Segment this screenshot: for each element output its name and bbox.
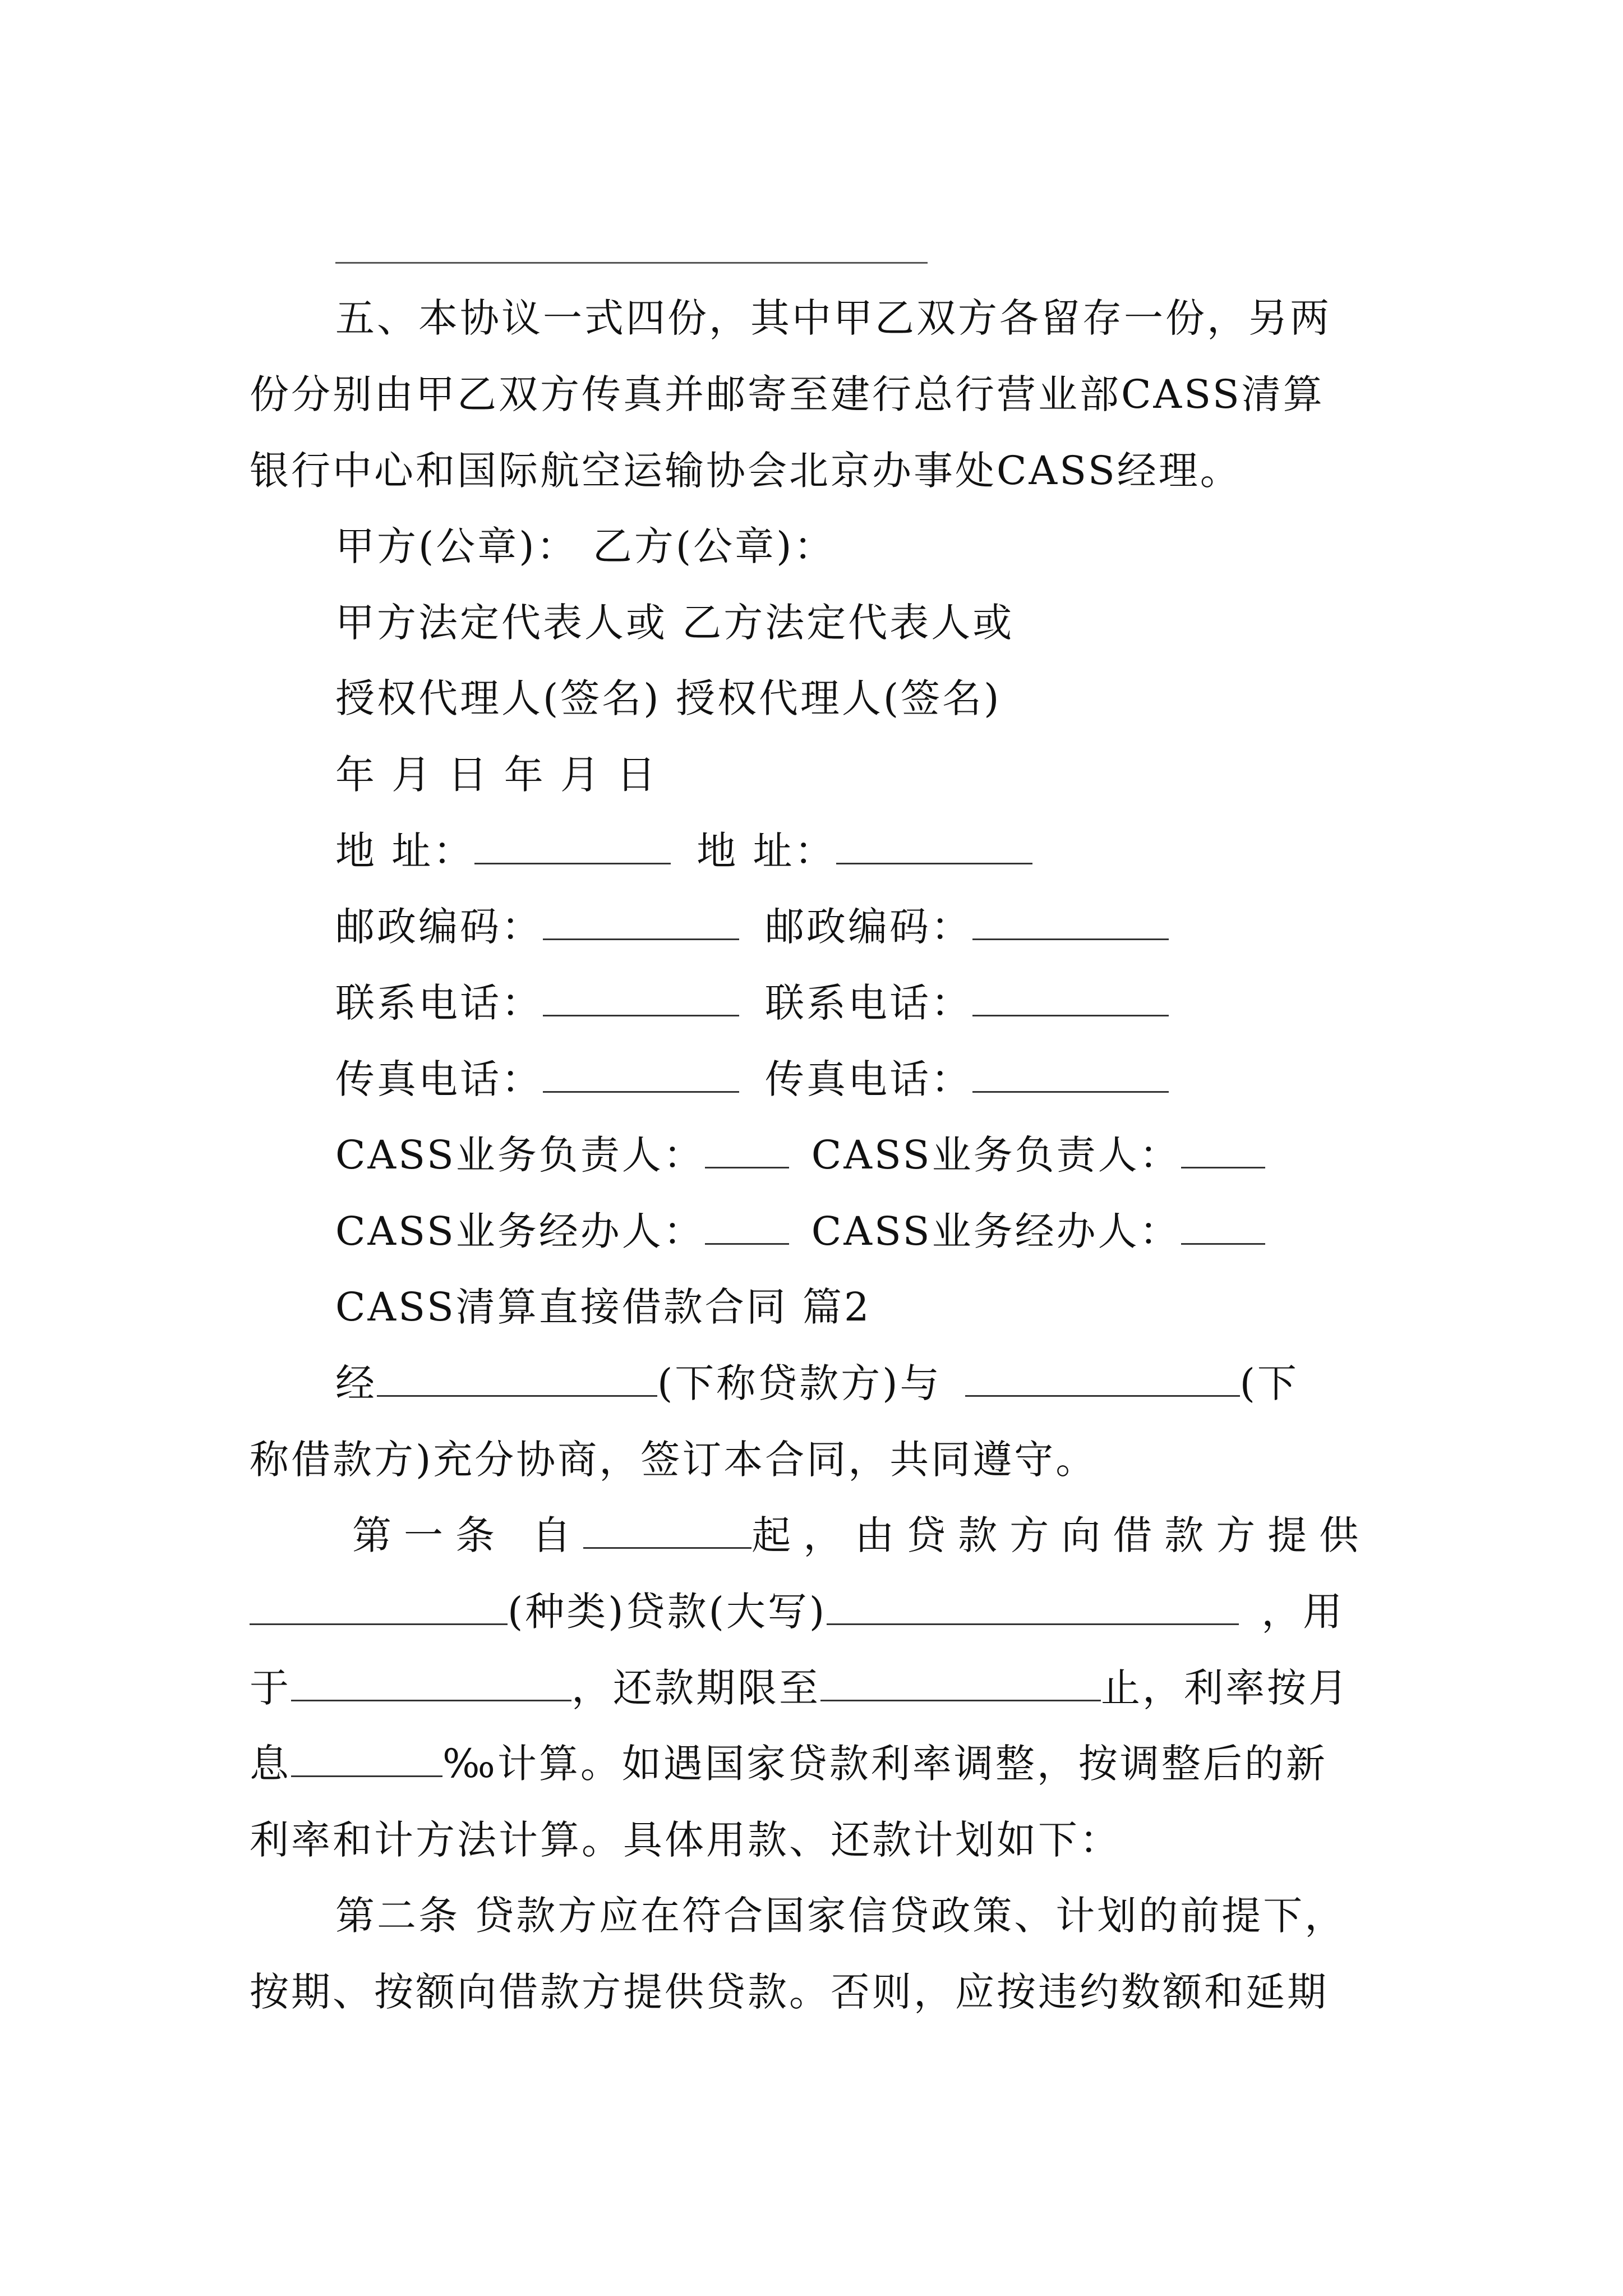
- purpose-field[interactable]: [291, 1665, 571, 1701]
- art1-text-e: 于: [250, 1665, 291, 1711]
- fax-field-b[interactable]: [972, 1056, 1169, 1093]
- intro-line2: 称借款方)充分协商，签订本合同，共同遵守。: [250, 1437, 1098, 1483]
- start-date-field[interactable]: [583, 1512, 751, 1549]
- postcode-field-a[interactable]: [543, 904, 739, 940]
- leader-field-a[interactable]: [705, 1132, 789, 1168]
- postcode-label-b: 邮政编码：: [765, 904, 972, 950]
- art1-text-g: 止，利率按月: [1101, 1665, 1350, 1711]
- handler-field-a[interactable]: [705, 1208, 789, 1245]
- art1-text-i: ‰计算。如遇国家贷款利率调整，按调整后的新: [442, 1741, 1327, 1787]
- fax-field-a[interactable]: [543, 1056, 739, 1093]
- art1-line2: [250, 1587, 1394, 1636]
- borrower-field[interactable]: [965, 1360, 1240, 1397]
- loan-type-field[interactable]: [250, 1589, 508, 1625]
- leader-field-b[interactable]: [1181, 1132, 1265, 1168]
- art1-text-b: 起，由贷款方向借款方提供: [751, 1512, 1371, 1558]
- leader-label-a: CASS业务负责人：: [335, 1132, 705, 1178]
- date-line: 年 月 日 年 月 日: [335, 752, 658, 798]
- postcode-row: [335, 902, 1479, 951]
- intro-text-c: (下: [1239, 1360, 1299, 1406]
- amount-field[interactable]: [827, 1589, 1239, 1625]
- top-rule: [335, 262, 928, 264]
- handler-label-a: CASS业务经办人：: [335, 1208, 705, 1254]
- address-row: [335, 826, 1479, 876]
- intro-line1: [335, 1359, 1394, 1408]
- handler-row: [335, 1207, 1479, 1256]
- address-label-b: 地 址：: [697, 828, 836, 874]
- handler-label-b: CASS业务经办人：: [811, 1208, 1181, 1254]
- agent-line: 授权代理人(签名) 授权代理人(签名): [335, 675, 1002, 721]
- phone-label-b: 联系电话：: [765, 980, 972, 1026]
- due-date-field[interactable]: [820, 1665, 1101, 1701]
- phone-label-a: 联系电话：: [335, 980, 543, 1026]
- art1-line3: [250, 1663, 1394, 1713]
- art1-line5: 利率和计方法计算。具体用款、还款计划如下：: [250, 1817, 1121, 1863]
- address-label-a: 地 址：: [335, 828, 475, 874]
- leader-row: [335, 1130, 1479, 1180]
- para5-line3: 银行中心和国际航空运输协会北京办事处CASS经理。: [250, 448, 1242, 494]
- para5-line1: 五、本协议一式四份，其中甲乙双方各留存一份，另两: [335, 295, 1331, 341]
- para5-line2: 份分别由甲乙双方传真并邮寄至建行总行营业部CASS清算: [250, 371, 1325, 417]
- art1-text-c: (种类)贷款(大写): [508, 1589, 827, 1635]
- art1-line1: [352, 1511, 1496, 1560]
- fax-label-a: 传真电话：: [335, 1056, 543, 1102]
- phone-field-b[interactable]: [972, 980, 1169, 1016]
- art1-text-a: 第一条 自: [352, 1512, 584, 1558]
- art1-text-d: ，用: [1261, 1589, 1345, 1635]
- rep-line: 甲方法定代表人或 乙方法定代表人或: [335, 600, 1015, 646]
- address-field-b[interactable]: [836, 828, 1032, 864]
- art2-line2: 按期、按额向借款方提供贷款。否则，应按违约数额和延期: [250, 1969, 1329, 2015]
- section-title: CASS清算直接借款合同 篇2: [335, 1284, 872, 1330]
- address-field-a[interactable]: [474, 828, 671, 864]
- seal-line: 甲方(公章)： 乙方(公章)：: [335, 523, 836, 569]
- art1-text-h: 息: [250, 1741, 291, 1787]
- leader-label-b: CASS业务负责人：: [811, 1132, 1181, 1178]
- intro-text-b: (下称贷款方)与: [657, 1360, 942, 1406]
- fax-row: [335, 1055, 1479, 1104]
- lender-field[interactable]: [377, 1360, 657, 1397]
- phone-field-a[interactable]: [543, 980, 739, 1016]
- art2-line1: 第二条 贷款方应在符合国家信贷政策、计划的前提下，: [335, 1893, 1347, 1939]
- postcode-field-b[interactable]: [972, 904, 1169, 940]
- intro-text-a: 经: [335, 1360, 377, 1406]
- phone-row: [335, 978, 1479, 1028]
- postcode-label-a: 邮政编码：: [335, 904, 543, 950]
- fax-label-b: 传真电话：: [765, 1056, 972, 1102]
- rate-field[interactable]: [291, 1741, 442, 1777]
- art1-text-f: ，还款期限至: [571, 1665, 820, 1711]
- handler-field-b[interactable]: [1181, 1208, 1265, 1245]
- art1-line4: [250, 1739, 1394, 1788]
